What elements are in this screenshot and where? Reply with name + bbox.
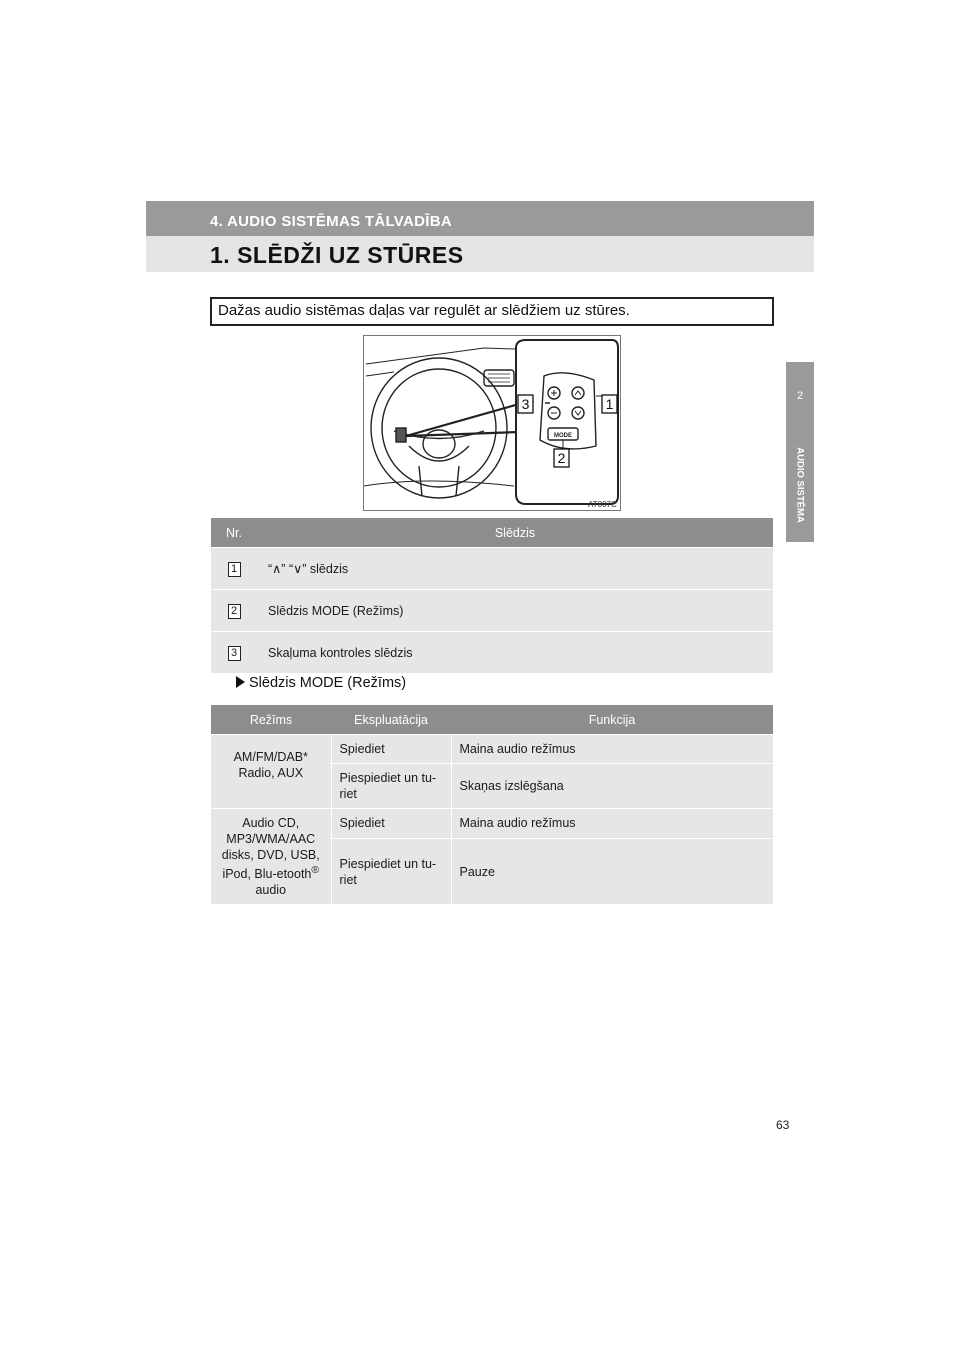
function-cell: Maina audio režīmus	[451, 809, 773, 839]
page-number: 63	[776, 1118, 790, 1132]
page-title-bar	[146, 236, 814, 272]
steering-wheel-illustration	[363, 335, 621, 511]
switch-name: “∧” “∨” slēdzis	[257, 548, 773, 590]
illustration-code: AT007C	[588, 500, 617, 509]
row-number: 1	[228, 562, 241, 577]
col-header-mode: Režīms	[211, 705, 331, 735]
operation-cell: Spiediet	[331, 735, 451, 764]
page-title: 1. SLĒDŽI UZ STŪRES	[210, 242, 464, 268]
mode-text-suffix: audio	[255, 883, 287, 898]
mode-text: Audio CD, MP3/WMA/AAC disks, DVD, USB, iPod, Blu-etooth	[221, 816, 320, 882]
switch-name: Skaļuma kontroles slēdzis	[257, 632, 773, 674]
function-cell: Maina audio režīmus	[451, 735, 773, 764]
callout-3: 3	[521, 396, 530, 412]
mode-table	[211, 705, 773, 904]
bullet-text: Slēdzis MODE (Režīms)	[249, 675, 407, 691]
chapter-tab[interactable]	[786, 362, 814, 542]
row-number: 2	[228, 604, 241, 619]
col-header-function: Funkcija	[451, 705, 773, 735]
chapter-label: AUDIO SISTĒMA	[794, 446, 806, 523]
registered-mark: ®	[311, 865, 320, 876]
col-header-operation: Ekspluatācija	[331, 705, 451, 735]
section-title: 4. AUDIO SISTĒMAS TĀLVADĪBA	[210, 213, 452, 230]
callout-2: 2	[557, 450, 566, 466]
function-cell: Skaņas izslēgšana	[451, 764, 773, 809]
intro-box	[210, 297, 774, 326]
steering-wheel-drawing	[364, 336, 620, 510]
row-number: 3	[228, 646, 241, 661]
table-row	[211, 548, 773, 590]
operation-cell: Spiediet	[331, 809, 451, 839]
mode-cell	[211, 809, 331, 905]
subsection-bullet	[236, 675, 406, 691]
triangle-bullet-icon	[236, 676, 245, 688]
col-header-switch: Slēdzis	[257, 518, 773, 548]
col-header-no: Nr.	[211, 518, 257, 548]
function-cell: Pauze	[451, 839, 773, 904]
switch-table	[211, 518, 773, 673]
switch-name: Slēdzis MODE (Režīms)	[257, 590, 773, 632]
mode-label: MODE	[554, 433, 572, 439]
table-row	[211, 590, 773, 632]
callout-1: 1	[605, 396, 614, 412]
operation-cell: Piespiediet un tu-riet	[331, 764, 451, 809]
mode-cell: AM/FM/DAB* Radio, AUX	[211, 735, 331, 809]
table-row	[211, 632, 773, 674]
chapter-number: 2	[796, 390, 804, 402]
section-header	[146, 201, 814, 236]
table-row	[211, 735, 773, 764]
operation-cell: Piespiediet un tu-riet	[331, 839, 451, 904]
table-row	[211, 809, 773, 839]
intro-text: Dažas audio sistēmas daļas var regulēt ar slēdžiem uz stūres.	[218, 302, 630, 319]
